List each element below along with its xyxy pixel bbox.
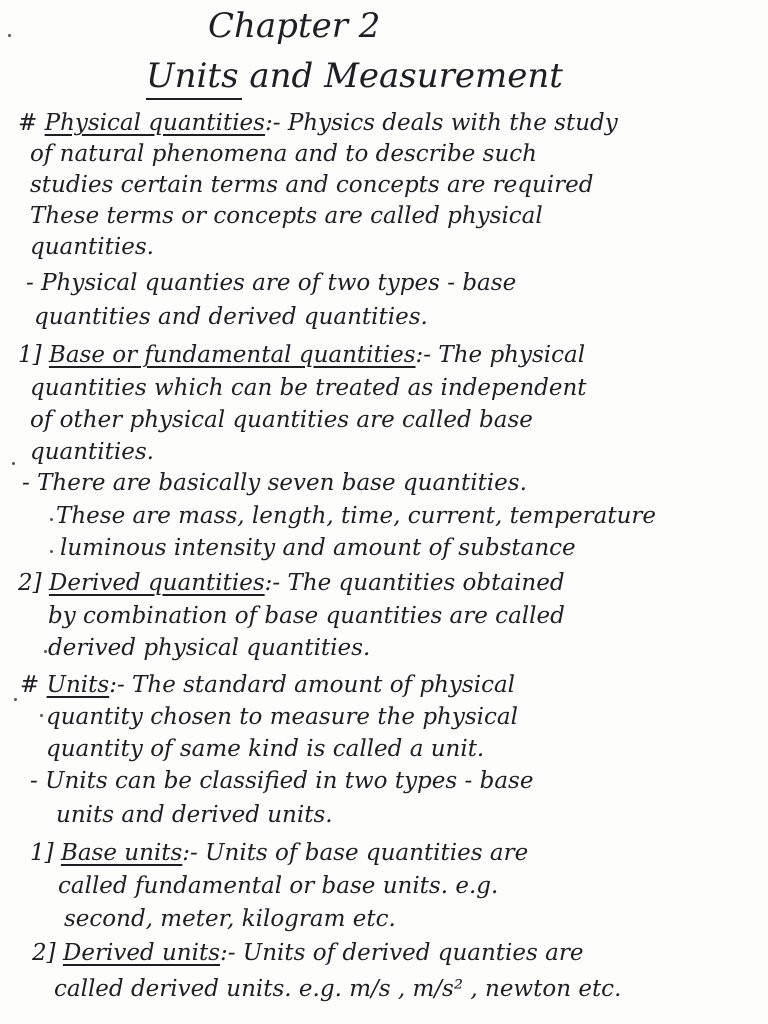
text-line: called derived units. e.g. m/s , m/s² , newton etc. [54,976,622,1002]
text-line: of other physical quantities are called base [30,407,533,433]
section-heading-line [18,568,768,598]
text-line: - Physical quanties are of two types - base [26,270,517,296]
margin-dot [50,518,53,521]
heading-text: Physics deals with the study [287,110,618,136]
section-heading-line [32,938,768,968]
heading-mark: # [18,110,38,136]
section-heading: Units [46,672,110,698]
text-line: of natural phenomena and to describe such [30,141,537,167]
section-heading: Derived quantities [48,570,265,596]
section-heading: Derived units [62,940,220,966]
heading-separator: :- [264,110,281,136]
heading-mark: 1] [18,342,42,368]
text-line: luminous intensity and amount of substance [60,535,576,561]
heading-text: Units of base quantities are [205,840,529,866]
text-line: by combination of base quantities are called [48,603,565,629]
heading-text: The quantities obtained [287,570,565,596]
margin-dot [14,698,17,701]
text-line: - Units can be classified in two types - base [30,768,534,794]
margin-dot [40,714,43,717]
text-line: These terms or concepts are called physical [30,203,543,229]
text-line: These are mass, length, time, current, temperature [56,503,657,529]
heading-mark: 2] [32,940,56,966]
section-heading-line [18,108,768,138]
heading-separator: :- [264,570,281,596]
subtitle-underline [146,98,242,100]
text-line: studies certain terms and concepts are required [30,172,594,198]
section-heading-line [20,670,768,700]
text-line: quantities. [30,234,154,260]
heading-text: The standard amount of physical [132,672,516,698]
margin-dot [44,650,47,653]
text-line: derived physical quantities. [48,635,371,661]
text-line: called fundamental or base units. e.g. [58,873,499,899]
margin-dot [12,462,15,465]
section-heading-line [30,838,768,868]
margin-dot [50,550,53,553]
margin-dot [8,34,11,37]
heading-separator: :- [415,342,432,368]
text-line: - There are basically seven base quantities. [22,470,527,496]
text-line: second, meter, kilogram etc. [64,906,396,932]
heading-mark: 1] [30,840,54,866]
section-heading: Physical quantities [44,110,265,136]
text-line: quantity chosen to measure the physical [46,704,518,730]
text-line: quantities which can be treated as independent [30,375,587,401]
heading-separator: :- [182,840,198,866]
text-line: quantities and derived quantities. [34,304,428,330]
heading-text: Units of derived quanties are [242,940,584,966]
section-heading: Base units [60,840,183,866]
section-heading-line [18,340,768,370]
text-line: quantity of same kind is called a unit. [46,736,485,762]
heading-separator: :- [220,940,236,966]
heading-text: The physical [438,342,586,368]
text-line: units and derived units. [56,802,333,828]
chapter-subtitle: Units and Measurement [146,56,563,96]
chapter-title: Chapter 2 [208,6,381,46]
heading-mark: # [20,672,40,698]
text-line: quantities. [30,439,154,465]
heading-mark: 2] [18,570,42,596]
heading-separator: :- [109,672,125,698]
section-heading: Base or fundamental quantities [48,342,416,368]
